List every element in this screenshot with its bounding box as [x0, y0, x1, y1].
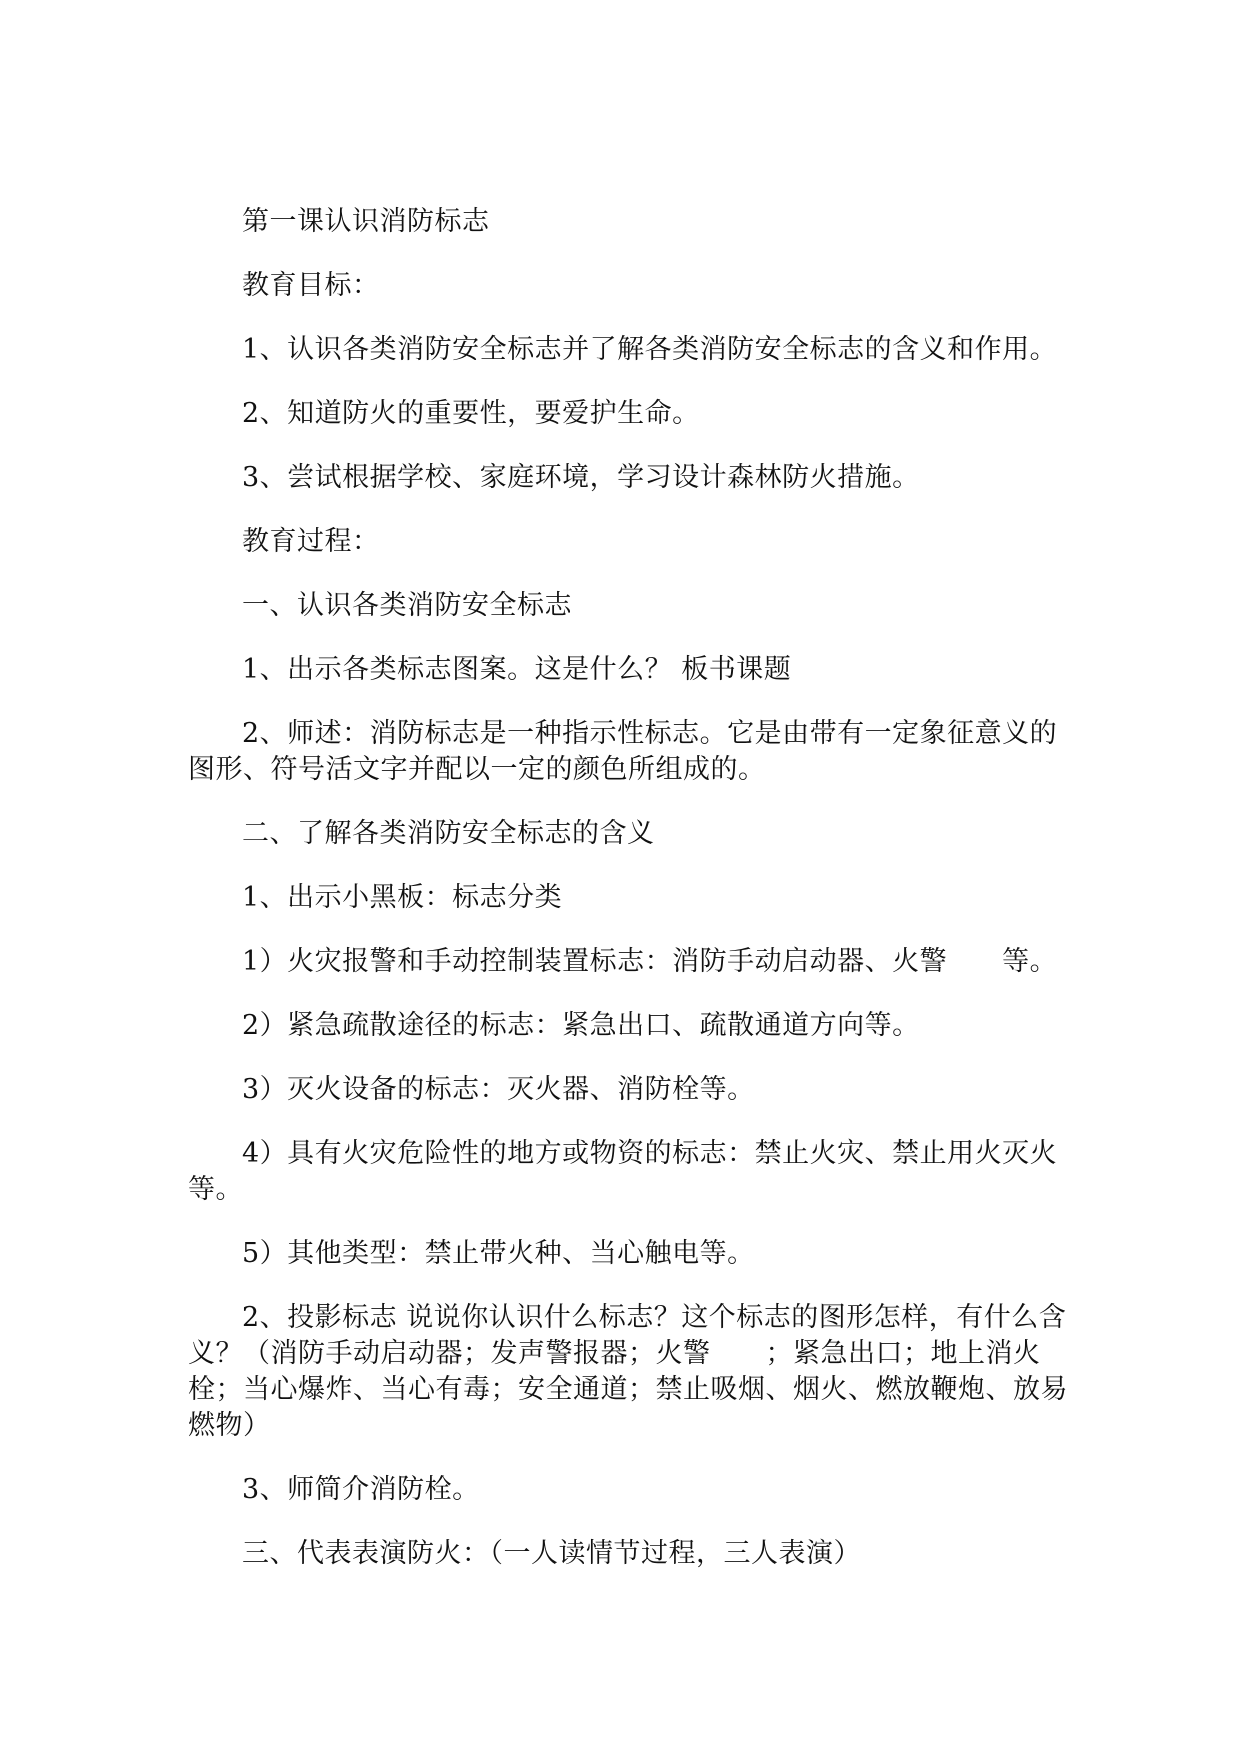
- category-item: 2）紧急疏散途径的标志：紧急出口、疏散通道方向等。: [242, 1010, 920, 1041]
- process-paragraph: 2、师述：消防标志是一种指示性标志。它是由带有一定象征意义的图形、符号活文字并配以一定的颜色所组成的。: [188, 718, 1058, 785]
- category-item: 5）其他类型：禁止带火种、当心触电等。: [242, 1238, 755, 1269]
- category-item: 4）具有火灾危险性的地方或物资的标志：禁止火灾、禁止用火灭火等。: [188, 1138, 1058, 1205]
- process-paragraph: 1、出示小黑板：标志分类: [242, 882, 563, 913]
- document-body: [188, 204, 1078, 1572]
- process-step-heading: 一、认识各类消防安全标志: [242, 590, 572, 621]
- lesson-title: 第一课认识消防标志: [242, 206, 490, 237]
- category-item: 3）灭火设备的标志：灭火器、消防栓等。: [242, 1074, 755, 1105]
- objective-item: 3、尝试根据学校、家庭环境，学习设计森林防火措施。: [242, 462, 920, 493]
- category-item: 1）火灾报警和手动控制装置标志：消防手动启动器、火警 等。: [242, 946, 1058, 977]
- process-paragraph: 3、师简介消防栓。: [242, 1474, 480, 1505]
- objective-item: 2、知道防火的重要性，要爱护生命。: [242, 398, 700, 429]
- section-heading-objectives: 教育目标：: [242, 270, 380, 301]
- objective-item: 1、认识各类消防安全标志并了解各类消防安全标志的含义和作用。: [242, 334, 1058, 365]
- process-step-heading: 二、了解各类消防安全标志的含义: [242, 818, 655, 849]
- process-paragraph: 2、投影标志 说说你认识什么标志？这个标志的图形怎样，有什么含义？（消防手动启动器；发声警报器；火警 ；紧急出口；地上消火栓；当心爆炸、当心有毒；安全通道；禁止吸烟、烟火、燃放鞭炮、放易燃物）: [188, 1302, 1068, 1441]
- section-heading-process: 教育过程：: [242, 526, 380, 557]
- process-paragraph: 1、出示各类标志图案。这是什么？ 板书课题: [242, 654, 792, 685]
- process-step-heading: 三、代表表演防火：（一人读情节过程，三人表演）: [242, 1538, 861, 1569]
